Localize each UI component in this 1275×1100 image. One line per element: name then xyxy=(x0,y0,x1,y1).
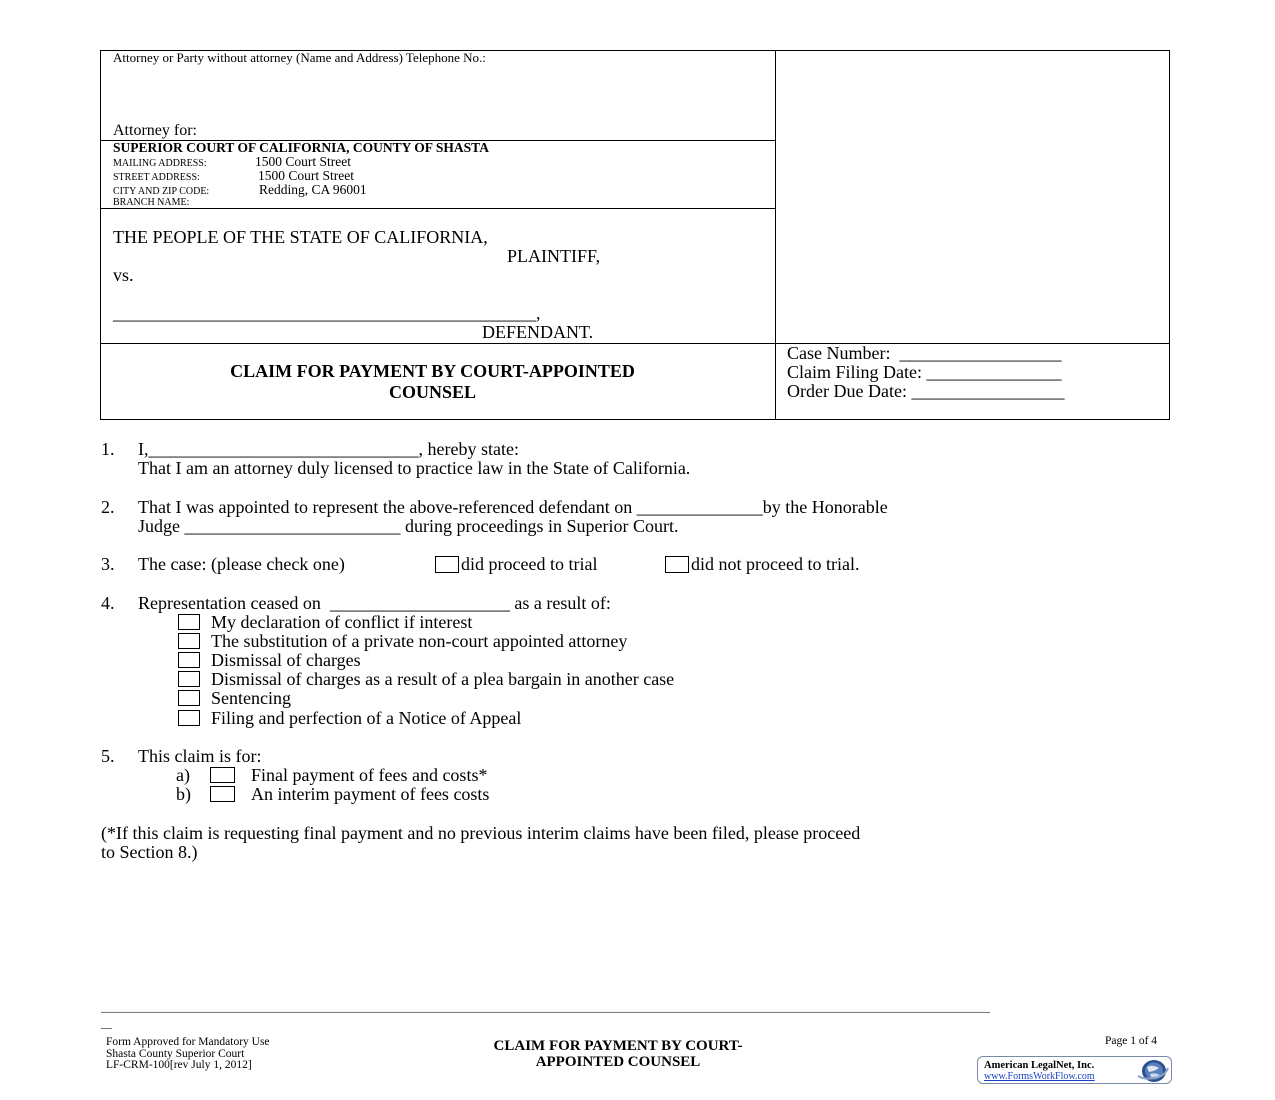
caption-divider xyxy=(775,50,776,420)
form-title-line2: COUNSEL xyxy=(388,382,477,402)
item3-prefix: The case: (please check one) xyxy=(138,554,345,574)
trial-option-label: did proceed to trial xyxy=(461,554,598,574)
attorney-label: Attorney or Party without attorney (Name and Address) Telephone No.: xyxy=(113,50,486,65)
item4-ceased[interactable]: Representation ceased on ____________________ as a result of: xyxy=(138,593,611,613)
final-payment-label: Final payment of fees and costs* xyxy=(251,765,488,785)
appeal-checkbox[interactable] xyxy=(178,710,200,726)
final-payment-checkbox[interactable] xyxy=(210,767,235,783)
item3-number: 3. xyxy=(101,554,115,574)
footer-court: Shasta County Superior Court xyxy=(106,1048,245,1060)
form-title-line1: CLAIM FOR PAYMENT BY COURT-APPOINTED xyxy=(230,361,635,381)
logo-link[interactable]: www.FormsWorkFlow.com xyxy=(984,1071,1095,1082)
american-legalnet-logo[interactable] xyxy=(977,1056,1172,1084)
footer-form-id: LF-CRM-100[rev July 1, 2012] xyxy=(106,1059,252,1071)
item5-label: This claim is for: xyxy=(138,746,262,766)
note-line2: to Section 8.) xyxy=(101,842,198,862)
order-due-date-field[interactable]: Order Due Date: _________________ xyxy=(787,381,1065,401)
no-trial-checkbox[interactable] xyxy=(665,556,689,573)
page-number: Page 1 of 4 xyxy=(1105,1035,1158,1047)
interim-payment-checkbox[interactable] xyxy=(210,786,235,802)
item5-b-label: b) xyxy=(176,784,191,804)
footer-approved: Form Approved for Mandatory Use xyxy=(106,1036,270,1048)
item1-license: That I am an attorney duly licensed to practice law in the State of California. xyxy=(138,458,691,478)
caption-rule xyxy=(100,208,775,209)
no-trial-option-label: did not proceed to trial. xyxy=(691,554,860,574)
attorney-for-label: Attorney for: xyxy=(113,122,197,139)
globe-icon xyxy=(1135,1058,1169,1084)
item1-statement[interactable]: I,______________________________, hereby state: xyxy=(138,439,519,459)
footer-title xyxy=(420,1038,816,1070)
city-zip-label: CITY AND ZIP CODE: xyxy=(113,186,210,197)
item5-number: 5. xyxy=(101,746,115,766)
reason-option: Dismissal of charges as a result of a plea bargain in another case xyxy=(211,669,675,689)
plea-dismissal-checkbox[interactable] xyxy=(178,671,200,687)
footer-rule: _______________________________________________________________________________________________________________________________ xyxy=(101,1000,990,1015)
people-line: THE PEOPLE OF THE STATE OF CALIFORNIA, xyxy=(113,227,488,247)
form-title xyxy=(100,361,765,403)
footer-title-line2: APPOINTED COUNSEL xyxy=(535,1054,701,1070)
trial-checkbox[interactable] xyxy=(435,556,459,573)
note-line1: (*If this claim is requesting final payment and no previous interim claims have been filed, please proceed xyxy=(101,823,861,843)
city-zip-value: Redding, CA 96001 xyxy=(259,182,367,197)
item2-number: 2. xyxy=(101,497,115,517)
mailing-address-label: MAILING ADDRESS: xyxy=(113,158,207,169)
mailing-address-value: 1500 Court Street xyxy=(255,154,351,169)
item4-number: 4. xyxy=(101,593,115,613)
reason-option: Filing and perfection of a Notice of Appeal xyxy=(211,708,522,728)
street-address-label: STREET ADDRESS: xyxy=(113,172,200,183)
street-address-value: 1500 Court Street xyxy=(258,168,354,183)
defendant-blank[interactable]: _______________________________________________, xyxy=(113,303,541,323)
item1-number: 1. xyxy=(101,439,115,459)
item2-judge[interactable]: Judge ________________________ during proceedings in Superior Court. xyxy=(138,516,679,536)
conflict-checkbox[interactable] xyxy=(178,614,200,630)
reason-option: Sentencing xyxy=(211,688,291,708)
reason-option: My declaration of conflict if interest xyxy=(211,612,473,632)
item5-a-label: a) xyxy=(176,765,190,785)
footer-dash: __ xyxy=(101,1018,112,1030)
case-number-field[interactable]: Case Number: __________________ xyxy=(787,343,1062,363)
interim-payment-label: An interim payment of fees costs xyxy=(251,784,490,804)
logo-name: American LegalNet, Inc. xyxy=(984,1060,1095,1071)
substitution-checkbox[interactable] xyxy=(178,633,200,649)
footer-title-line1: CLAIM FOR PAYMENT BY COURT- xyxy=(493,1038,743,1054)
plaintiff-label: PLAINTIFF, xyxy=(507,246,601,266)
dismissal-checkbox[interactable] xyxy=(178,652,200,668)
reason-option: Dismissal of charges xyxy=(211,650,361,670)
vs-label: vs. xyxy=(113,265,134,285)
claim-filing-date-field[interactable]: Claim Filing Date: _______________ xyxy=(787,362,1062,382)
court-name: SUPERIOR COURT OF CALIFORNIA, COUNTY OF SHASTA xyxy=(113,140,489,155)
item2-appointment[interactable]: That I was appointed to represent the above-referenced defendant on ______________by the Honorable xyxy=(138,497,888,517)
reason-option: The substitution of a private non-court appointed attorney xyxy=(211,631,628,651)
defendant-label: DEFENDANT. xyxy=(482,322,594,342)
sentencing-checkbox[interactable] xyxy=(178,690,200,706)
branch-name-label: BRANCH NAME: xyxy=(113,197,190,208)
